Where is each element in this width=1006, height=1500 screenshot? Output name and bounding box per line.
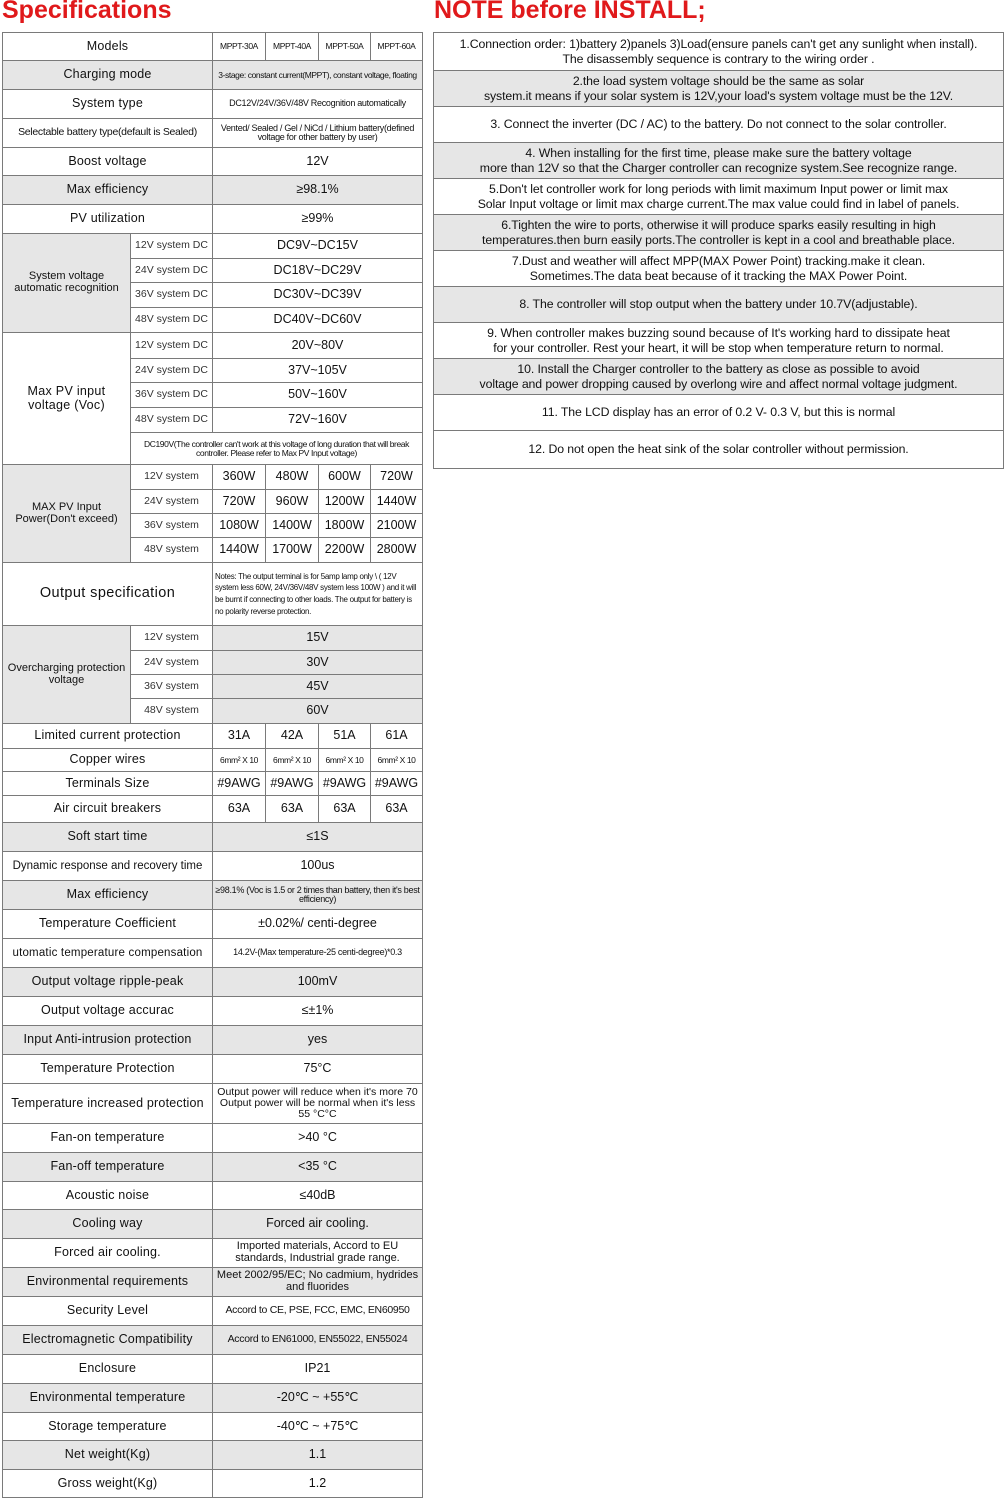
limited-current-value: 31A	[213, 724, 266, 749]
max-pv-power-value: 960W	[266, 490, 319, 514]
system-voltage-value: DC30V~DC39V	[213, 283, 423, 308]
limited-current-value: 61A	[371, 724, 423, 749]
storage-temp-value: -40℃ ~ +75℃	[213, 1413, 423, 1441]
temp-compensation-value: 14.2V-(Max temperature-25 centi-degree)*0.3	[213, 939, 423, 968]
breakers-label: Air circuit breakers	[3, 796, 213, 823]
forced-air-value: Imported materials, Accord to EU standards, Industrial grade range.	[213, 1239, 423, 1268]
max-pv-power-value: 1440W	[213, 538, 266, 563]
terminals-value: #9AWG	[371, 772, 423, 796]
max-pv-power-value: 720W	[213, 490, 266, 514]
note-line: Solar Input voltage or limit max charge current.The max value could find in label of panels.	[477, 196, 960, 211]
system-voltage-sub: 12V system DC	[131, 234, 213, 259]
max-pv-voltage-value: 37V~105V	[213, 359, 423, 383]
overcharging-value: 15V	[213, 626, 423, 651]
model-cell: MPPT-40A	[266, 33, 319, 61]
max-pv-power-value: 1700W	[266, 538, 319, 563]
battery-type-label: Selectable battery type(default is Sealed)	[3, 119, 213, 148]
overcharging-sub: 24V system	[131, 651, 213, 675]
note-line: for your controller. Rest your heart, it will be stop when temperature return to normal.	[493, 340, 944, 355]
system-voltage-sub: 36V system DC	[131, 283, 213, 308]
copper-wires-value: 6mm² X 10	[371, 749, 423, 772]
note-line: 12. Do not open the heat sink of the solar controller without permission.	[528, 442, 909, 457]
max-pv-power-value: 2100W	[371, 514, 423, 538]
breakers-value: 63A	[213, 796, 266, 823]
forced-air-label: Forced air cooling.	[3, 1239, 213, 1268]
overcharging-value: 30V	[213, 651, 423, 675]
overcharging-value: 45V	[213, 675, 423, 699]
enclosure-value: IP21	[213, 1355, 423, 1384]
max-pv-power-value: 600W	[319, 465, 371, 490]
max-pv-voltage-sub: 24V system DC	[131, 359, 213, 383]
terminals-value: #9AWG	[319, 772, 371, 796]
max-pv-power-label: MAX PV Input Power(Don't exceed)	[3, 465, 131, 563]
note-item	[434, 323, 1004, 359]
soft-start-value: ≤1S	[213, 823, 423, 852]
limited-current-label: Limited current protection	[3, 724, 213, 749]
max-pv-voltage-note: DC190V(The controller can't work at this voltage of long duration that will break controller. Please refer to Max PV Input voltage)	[131, 433, 423, 465]
overcharging-sub: 48V system	[131, 699, 213, 724]
environmental-req-label: Environmental requirements	[3, 1268, 213, 1297]
models-label: Models	[3, 33, 213, 61]
boost-voltage-value: 12V	[213, 148, 423, 176]
breakers-value: 63A	[266, 796, 319, 823]
env-temp-value: -20℃ ~ +55℃	[213, 1384, 423, 1413]
charging-mode-value: 3-stage: constant current(MPPT), constant voltage, floating	[213, 61, 423, 90]
note-line: more than 12V so that the Charger controller can recognize system.See recognize range.	[479, 160, 958, 175]
temp-increased-value: Output power will reduce when it's more 70 Output power will be normal when it's less 55 °C°C	[213, 1084, 423, 1124]
temp-coefficient-value: ±0.02%/ centi-degree	[213, 910, 423, 939]
system-type-label: System type	[3, 90, 213, 119]
overcharging-label: Overcharging protection voltage	[3, 626, 131, 724]
emc-value: Accord to EN61000, EN55022, EN55024	[213, 1326, 423, 1355]
max-pv-voltage-value: 50V~160V	[213, 383, 423, 408]
install-notes-table	[433, 32, 1004, 469]
copper-wires-value: 6mm² X 10	[319, 749, 371, 772]
noise-value: ≤40dB	[213, 1182, 423, 1210]
model-cell: MPPT-30A	[213, 33, 266, 61]
charging-mode-label: Charging mode	[3, 61, 213, 90]
note-heading: NOTE before INSTALL;	[434, 0, 706, 24]
note-line: 9. When controller makes buzzing sound because of It's working hard to dissipate heat	[487, 325, 950, 340]
note-item	[434, 107, 1004, 143]
max-pv-voltage-sub: 48V system DC	[131, 408, 213, 433]
max-pv-power-sub: 24V system	[131, 490, 213, 514]
fan-on-value: >40 °C	[213, 1124, 423, 1153]
fan-on-label: Fan-on temperature	[3, 1124, 213, 1153]
max-efficiency-label: Max efficiency	[3, 176, 213, 205]
note-line: 1.Connection order: 1)battery 2)panels 3)Load(ensure panels can't get any sunlight when install).	[459, 36, 978, 51]
storage-temp-label: Storage temperature	[3, 1413, 213, 1441]
anti-intrusion-value: yes	[213, 1026, 423, 1055]
system-type-value: DC12V/24V/36V/48V Recognition automatically	[213, 90, 423, 119]
note-item	[434, 431, 1004, 469]
max-pv-voltage-value: 20V~80V	[213, 333, 423, 359]
specifications-table	[2, 32, 423, 1498]
enclosure-label: Enclosure	[3, 1355, 213, 1384]
note-line: 7.Dust and weather will affect MPP(MAX Power Point) tracking.make it clean.	[511, 253, 926, 268]
security-value: Accord to CE, PSE, FCC, EMC, EN60950	[213, 1297, 423, 1326]
dynamic-response-value: 100us	[213, 852, 423, 881]
note-line: 4. When installing for the first time, please make sure the battery voltage	[525, 145, 912, 160]
system-voltage-sub: 48V system DC	[131, 308, 213, 333]
note-line: 10. Install the Charger controller to the battery as close as possible to avoid	[517, 361, 920, 376]
system-voltage-value: DC18V~DC29V	[213, 259, 423, 283]
ripple-value: 100mV	[213, 968, 423, 997]
note-item	[434, 359, 1004, 395]
noise-label: Acoustic noise	[3, 1182, 213, 1210]
limited-current-value: 42A	[266, 724, 319, 749]
cooling-value: Forced air cooling.	[213, 1210, 423, 1239]
note-line: 8. The controller will stop output when the battery under 10.7V(adjustable).	[519, 297, 918, 312]
max-pv-power-value: 2200W	[319, 538, 371, 563]
breakers-value: 63A	[371, 796, 423, 823]
copper-wires-label: Copper wires	[3, 749, 213, 772]
terminals-value: #9AWG	[213, 772, 266, 796]
max-efficiency-label: Max efficiency	[3, 881, 213, 910]
gross-weight-value: 1.2	[213, 1470, 423, 1498]
specifications-heading: Specifications	[2, 0, 172, 24]
max-pv-power-value: 360W	[213, 465, 266, 490]
max-pv-power-sub: 48V system	[131, 538, 213, 563]
fan-off-value: <35 °C	[213, 1153, 423, 1182]
max-pv-power-value: 480W	[266, 465, 319, 490]
accuracy-label: Output voltage accurac	[3, 997, 213, 1026]
note-line: 11. The LCD display has an error of 0.2 V- 0.3 V, but this is normal	[541, 405, 896, 420]
max-pv-power-sub: 36V system	[131, 514, 213, 538]
note-line: 2.the load system voltage should be the same as solar	[572, 73, 865, 88]
overcharging-sub: 12V system	[131, 626, 213, 651]
net-weight-value: 1.1	[213, 1441, 423, 1470]
max-pv-power-value: 1800W	[319, 514, 371, 538]
note-line: The disassembly sequence is contrary to the wiring order .	[562, 51, 875, 66]
overcharging-sub: 36V system	[131, 675, 213, 699]
battery-type-value: Vented/ Sealed / Gel / NiCd / Lithium battery(defined voltage for other battery by user)	[213, 119, 423, 148]
note-item	[434, 215, 1004, 251]
system-voltage-label: System voltage automatic recognition	[3, 234, 131, 333]
max-pv-voltage-label: Max PV input voltage (Voc)	[3, 333, 131, 465]
max-pv-power-sub: 12V system	[131, 465, 213, 490]
copper-wires-value: 6mm² X 10	[266, 749, 319, 772]
note-line: 6.Tighten the wire to ports, otherwise it will produce sparks easily resulting in high	[501, 217, 936, 232]
note-line: temperatures.then burn easily ports.The controller is kept in a cool and breathable place.	[482, 232, 955, 247]
max-efficiency-value: ≥98.1% (Voc is 1.5 or 2 times than battery, then it's best efficiency)	[213, 881, 423, 910]
max-efficiency-value: ≥98.1%	[213, 176, 423, 205]
max-pv-power-value: 1080W	[213, 514, 266, 538]
model-cell: MPPT-50A	[319, 33, 371, 61]
model-cell: MPPT-60A	[371, 33, 423, 61]
temp-compensation-label: utomatic temperature compensation	[3, 939, 213, 968]
terminals-value: #9AWG	[266, 772, 319, 796]
max-pv-voltage-sub: 36V system DC	[131, 383, 213, 408]
boost-voltage-label: Boost voltage	[3, 148, 213, 176]
max-pv-voltage-value: 72V~160V	[213, 408, 423, 433]
system-voltage-value: DC40V~DC60V	[213, 308, 423, 333]
note-item	[434, 179, 1004, 215]
pv-utilization-value: ≥99%	[213, 205, 423, 234]
emc-label: Electromagnetic Compatibility	[3, 1326, 213, 1355]
system-voltage-value: DC9V~DC15V	[213, 234, 423, 259]
note-line: 5.Don't let controller work for long periods with limit maximum Input power or limit max	[489, 181, 948, 196]
anti-intrusion-label: Input Anti-intrusion protection	[3, 1026, 213, 1055]
terminals-label: Terminals Size	[3, 772, 213, 796]
ripple-label: Output voltage ripple-peak	[3, 968, 213, 997]
note-item	[434, 287, 1004, 323]
output-spec-note: Notes: The output terminal is for 5amp lamp only \ ( 12V system less 60W, 24V/36V/48V system less 100W ) and it will be burnt if connecting to other loads. The output for battery is no polarity reverse protection.	[213, 563, 423, 626]
fan-off-label: Fan-off temperature	[3, 1153, 213, 1182]
note-line: Sometimes.The data beat because of it tracking the MAX Power Point.	[529, 268, 908, 283]
env-temp-label: Environmental temperature	[3, 1384, 213, 1413]
overcharging-value: 60V	[213, 699, 423, 724]
temp-coefficient-label: Temperature Coefficient	[3, 910, 213, 939]
cooling-label: Cooling way	[3, 1210, 213, 1239]
temp-increased-label: Temperature increased protection	[3, 1084, 213, 1124]
max-pv-power-value: 1400W	[266, 514, 319, 538]
temp-protection-value: 75°C	[213, 1055, 423, 1084]
note-item	[434, 33, 1004, 71]
max-pv-power-value: 1200W	[319, 490, 371, 514]
max-pv-voltage-sub: 12V system DC	[131, 333, 213, 359]
breakers-value: 63A	[319, 796, 371, 823]
accuracy-value: ≤±1%	[213, 997, 423, 1026]
gross-weight-label: Gross weight(Kg)	[3, 1470, 213, 1498]
temp-protection-label: Temperature Protection	[3, 1055, 213, 1084]
max-pv-power-value: 1440W	[371, 490, 423, 514]
note-item	[434, 71, 1004, 107]
max-pv-power-value: 720W	[371, 465, 423, 490]
note-item	[434, 251, 1004, 287]
system-voltage-sub: 24V system DC	[131, 259, 213, 283]
soft-start-label: Soft start time	[3, 823, 213, 852]
dynamic-response-label: Dynamic response and recovery time	[3, 852, 213, 881]
limited-current-value: 51A	[319, 724, 371, 749]
copper-wires-value: 6mm² X 10	[213, 749, 266, 772]
output-spec-label: Output specification	[3, 563, 213, 626]
max-pv-power-value: 2800W	[371, 538, 423, 563]
note-line: system.it means if your solar system is 12V,your load's system voltage must be the 12V.	[483, 88, 954, 103]
environmental-req-value: Meet 2002/95/EC; No cadmium, hydrides and fluorides	[213, 1268, 423, 1297]
net-weight-label: Net weight(Kg)	[3, 1441, 213, 1470]
note-line: voltage and power dropping caused by overlong wire and affect normal voltage judgment.	[479, 376, 958, 391]
security-label: Security Level	[3, 1297, 213, 1326]
note-item	[434, 395, 1004, 431]
pv-utilization-label: PV utilization	[3, 205, 213, 234]
note-line: 3. Connect the inverter (DC / AC) to the battery. Do not connect to the solar controller.	[490, 117, 947, 132]
note-item	[434, 143, 1004, 179]
